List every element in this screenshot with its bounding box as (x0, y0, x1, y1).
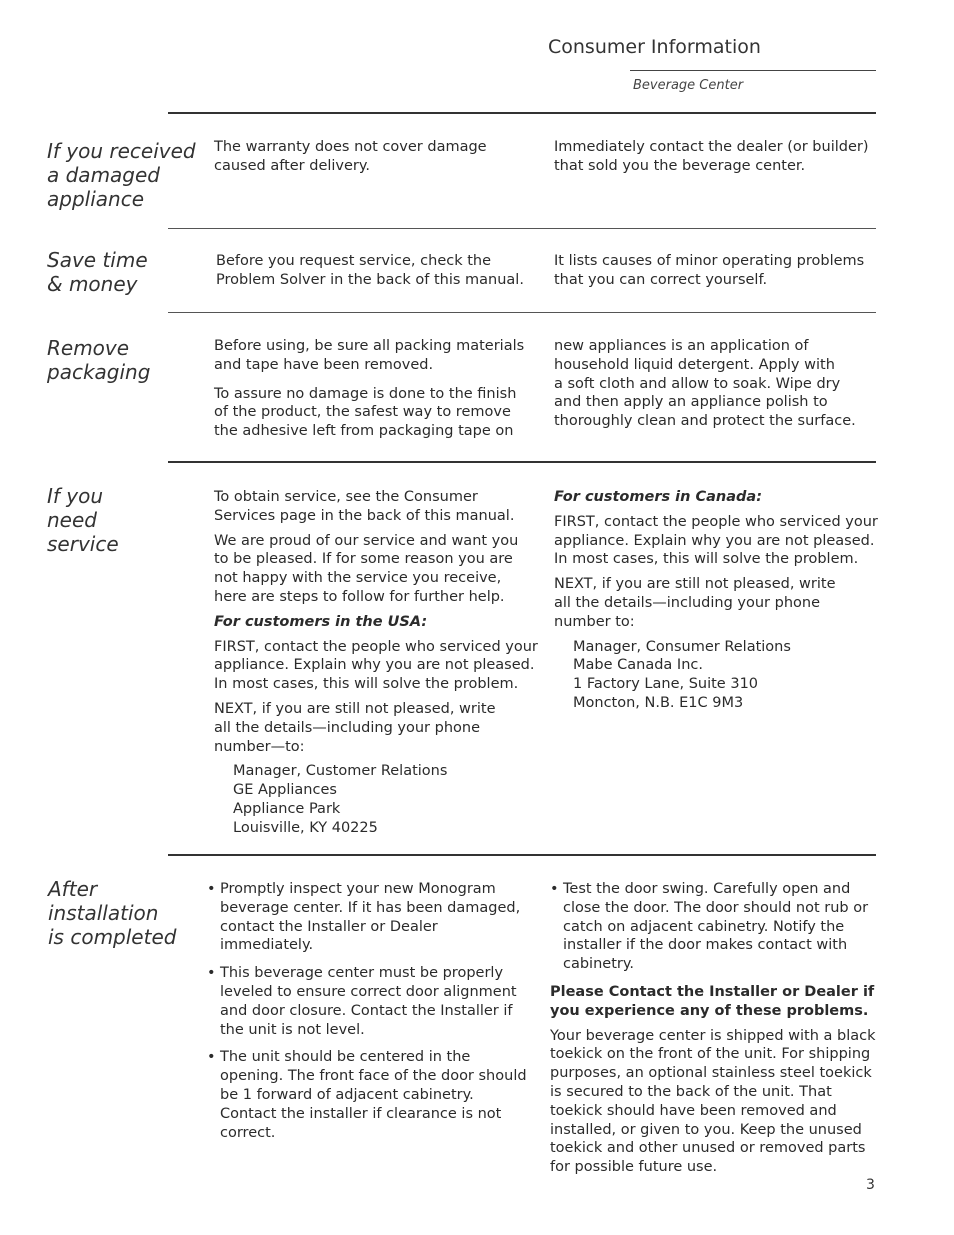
save-right-text: It lists causes of minor operating problems that you can correct yourself. (554, 253, 865, 288)
section-heading-damaged: If you received a damaged appliance (47, 139, 196, 211)
usa-subheading: For customers in the USA: (214, 613, 428, 630)
list-item: • The unit should be centered in the opening. The front face of the door should be 1 forward of adjacent cabinetry. Contact the installer if clearance is not correct. (207, 1048, 537, 1142)
section-divider (168, 312, 876, 313)
save-left-text: Before you request service, check the Problem Solver in the back of this manual. (216, 253, 524, 288)
packaging-right-text: new appliances is an application of household liquid detergent. Apply with a soft cloth and allow to soak. Wipe dry and then apply an appliance polish to thoroughly clean and protect the surface. (554, 338, 856, 430)
service-left-column (214, 488, 544, 838)
address-line: Manager, Consumer Relations (573, 638, 791, 655)
section-heading-after: After installation is completed (48, 877, 177, 949)
section-heading-service: If you need service (47, 484, 119, 556)
toekick-paragraph: Your beverage center is shipped with a black toekick on the front of the unit. For shipping purposes, an optional stainless steel toekick is secured to the back of the unit. That toekick should have been removed and installed, or given to you. Keep the unused toekick and other unused or removed parts for possible future use. (550, 1027, 876, 1176)
service-left-p1: To obtain service, see the Consumer Services page in the back of this manual. (214, 489, 515, 524)
packaging-left-p1: Before using, be sure all packing materials and tape have been removed. (214, 338, 525, 373)
section-heading-packaging: Remove packaging (47, 336, 151, 384)
canada-first-text: FIRST, contact the people who serviced your appliance. Explain why you are not pleased. In most cases, this will solve the problem. (554, 513, 878, 568)
section-divider (168, 854, 876, 856)
address-line: GE Appliances (233, 782, 337, 799)
usa-next-text: NEXT, if you are still not pleased, write all the details—including your phone number—to: (214, 700, 496, 755)
usa-first-text: FIRST, contact the people who serviced your appliance. Explain why you are not pleased. In most cases, this will solve the problem. (214, 638, 538, 693)
canada-address (573, 638, 884, 713)
list-item: • This beverage center must be properly leveled to ensure correct door alignment and door closure. Contact the Installer if the unit is not level. (207, 964, 537, 1039)
damaged-left-text: The warranty does not cover damage caused after delivery. (214, 139, 487, 174)
section-divider (168, 228, 876, 229)
packaging-left-p2: To assure no damage is done to the finish of the product, the safest way to remove the adhesive left from packaging tape on (214, 385, 517, 440)
address-line: Mabe Canada Inc. (573, 657, 703, 674)
damaged-right-text: Immediately contact the dealer (or builder) that sold you the beverage center. (554, 139, 869, 174)
section-heading-save: Save time & money (47, 248, 148, 296)
service-left-p2: We are proud of our service and want you to be pleased. If for some reason you are not happy with the service you receive, here are steps to follow for further help. (214, 532, 519, 605)
service-right-column (554, 488, 884, 713)
contact-installer-note: Please Contact the Installer or Dealer if you experience any of these problems. (550, 983, 875, 1019)
canada-subheading: For customers in Canada: (554, 489, 762, 505)
after-right-column (550, 880, 880, 1183)
address-line: Louisville, KY 40225 (233, 819, 378, 836)
list-item: • Test the door swing. Carefully open and close the door. The door should not rub or catch on adjacent cabinetry. Notify the installer if the door makes contact with cabinetry. (550, 880, 880, 974)
section-divider (168, 461, 876, 463)
page-title: Consumer Information (548, 36, 761, 58)
address-line: Moncton, N.B. E1C 9M3 (573, 694, 744, 711)
address-line: Appliance Park (233, 800, 341, 817)
address-line: 1 Factory Lane, Suite 310 (573, 676, 759, 693)
header-rule (630, 70, 876, 71)
address-line: Manager, Customer Relations (233, 763, 448, 780)
section-divider (168, 112, 876, 114)
list-item: • Promptly inspect your new Monogram beverage center. If it has been damaged, contact the Installer or Dealer immediately. (207, 880, 537, 955)
canada-next-text: NEXT, if you are still not pleased, write all the details—including your phone number to: (554, 576, 836, 630)
usa-address (233, 762, 544, 837)
page-number: 3 (866, 1177, 875, 1193)
page-subtitle: Beverage Center (633, 78, 744, 93)
after-left-column (207, 880, 537, 1151)
